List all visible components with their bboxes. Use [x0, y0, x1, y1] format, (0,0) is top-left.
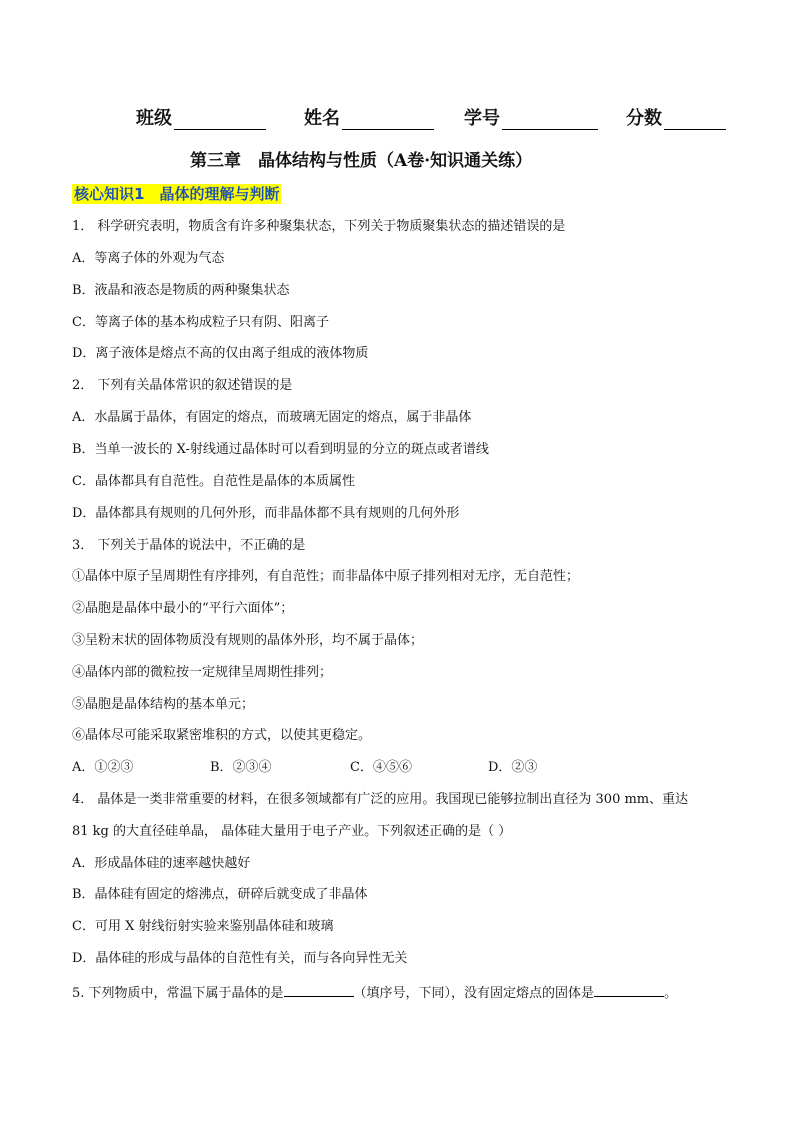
q1-stem: 1． 科学研究表明，物质含有许多种聚集状态，下列关于物质聚集状态的描述错误的是	[72, 219, 566, 234]
name-label: 姓名	[304, 108, 340, 129]
q5-blank-2[interactable]	[594, 982, 664, 997]
q4-option-b: B．晶体硅有固定的熔沸点，研碎后就变成了非晶体	[72, 887, 368, 902]
q3-option-d: D．②③	[488, 760, 538, 775]
q5-stem	[72, 982, 677, 1003]
page-title: 第三章 晶体结构与性质（A卷·知识通关练）	[190, 151, 533, 171]
q3-options	[72, 759, 537, 777]
score-blank[interactable]	[664, 109, 726, 130]
q3-option-a: A．①②③	[72, 760, 134, 775]
number-field	[464, 104, 598, 130]
class-field	[136, 104, 266, 130]
section-heading: 核心知识1 晶体的理解与判断	[74, 185, 280, 203]
q3-stem: 3． 下列关于晶体的说法中，不正确的是	[72, 538, 306, 553]
q4-option-a: A．形成晶体硅的速率越快越好	[72, 856, 251, 871]
q4-option-c: C．可用 X 射线衍射实验来鉴别晶体硅和玻璃	[72, 919, 334, 934]
q3-option-b: B．②③④	[210, 760, 272, 775]
number-blank[interactable]	[502, 109, 598, 130]
q3-statement-6: ⑥晶体尽可能采取紧密堆积的方式，以使其更稳定。	[72, 728, 372, 743]
class-label: 班级	[136, 108, 172, 129]
q3-statement-5: ⑤晶胞是晶体结构的基本单元；	[72, 697, 255, 712]
name-field	[304, 104, 434, 130]
score-field	[626, 104, 726, 130]
q3-statement-1: ①晶体中原子呈周期性有序排列，有自范性；而非晶体中原子排列相对无序，无自范性；	[72, 569, 580, 584]
q3-statement-2: ②晶胞是晶体中最小的“平行六面体”；	[72, 601, 294, 616]
q3-statement-3: ③呈粉末状的固体物质没有规则的晶体外形，均不属于晶体；	[72, 633, 424, 648]
q3-option-c: C．④⑤⑥	[350, 760, 412, 775]
score-label: 分数	[626, 108, 662, 129]
name-blank[interactable]	[342, 109, 434, 130]
q4-option-d: D．晶体硅的形成与晶体的自范性有关，而与各向异性无关	[72, 951, 408, 966]
q2-option-c: C．晶体都具有自范性。自范性是晶体的本质属性	[72, 474, 355, 489]
student-info-header	[136, 104, 736, 130]
q2-option-b: B．当单一波长的 X-射线通过晶体时可以看到明显的分立的斑点或者谱线	[72, 442, 489, 457]
q2-option-a: A．水晶属于晶体，有固定的熔点，而玻璃无固定的熔点，属于非晶体	[72, 410, 472, 425]
q2-stem: 2． 下列有关晶体常识的叙述错误的是	[72, 378, 293, 393]
q1-option-a: A．等离子体的外观为气态	[72, 251, 225, 266]
q1-option-b: B．液晶和液态是物质的两种聚集状态	[72, 283, 290, 298]
q5-blank-1[interactable]	[284, 982, 354, 997]
q5-text-3: 。	[664, 986, 678, 1001]
number-label: 学号	[464, 108, 500, 129]
q4-stem-line-2: 81 kg 的大直径硅单晶， 晶体硅大量用于电子产业。下列叙述正确的是（ ）	[72, 824, 512, 839]
q1-option-d: D．离子液体是熔点不高的仅由离子组成的液体物质	[72, 346, 369, 361]
q3-statement-4: ④晶体内部的微粒按一定规律呈周期性排列；	[72, 665, 333, 680]
q1-option-c: C．等离子体的基本构成粒子只有阴、阳离子	[72, 315, 329, 330]
q5-text-1: 5. 下列物质中，常温下属于晶体的是	[72, 986, 284, 1001]
q4-stem-line-1: 4． 晶体是一类非常重要的材料，在很多领域都有广泛的应用。我国现已能够拉制出直径为 300 mm、重达	[72, 792, 689, 807]
q2-option-d: D．晶体都具有规则的几何外形，而非晶体都不具有规则的几何外形	[72, 506, 460, 521]
class-blank[interactable]	[174, 109, 266, 130]
q5-text-2: （填序号，下同），没有固定熔点的固体是	[353, 986, 595, 1001]
